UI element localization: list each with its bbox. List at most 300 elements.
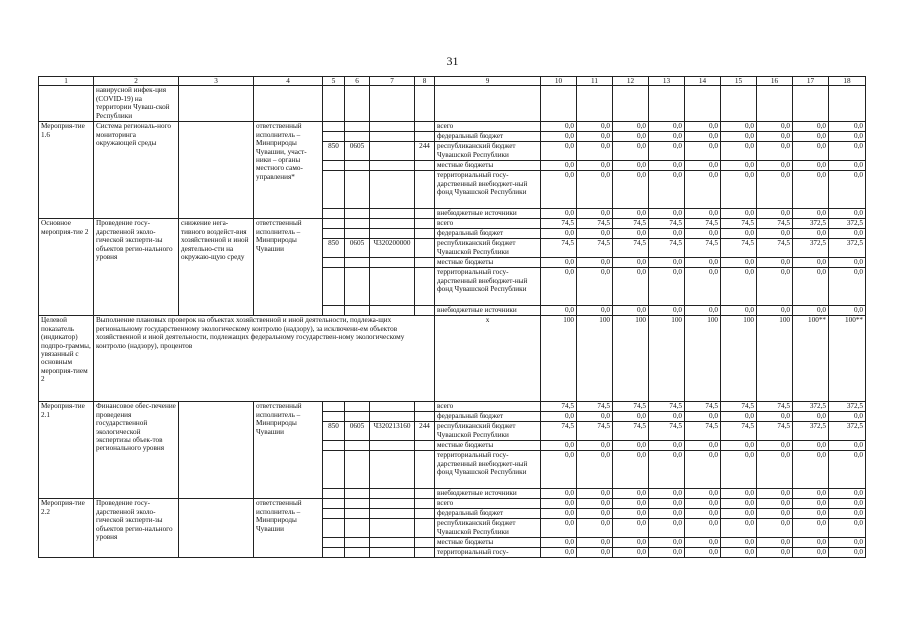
funding-value: 74,5 — [685, 219, 721, 229]
funding-value: 0,0 — [649, 132, 685, 142]
funding-source: территориальный госу-дарственный внебюджет-ный фонд Чувашской Республики — [435, 268, 541, 306]
budget-code-grbs — [323, 219, 345, 229]
budget-code-csr — [370, 229, 415, 239]
funding-value: 0,0 — [649, 499, 685, 509]
budget-code-csr — [370, 268, 415, 306]
funding-value: 0,0 — [829, 258, 866, 268]
funding-value: 0,0 — [721, 306, 757, 316]
budget-code-csr — [370, 412, 415, 422]
funding-value: 74,5 — [757, 422, 793, 441]
indicator-value: 100 — [541, 316, 577, 402]
funding-value: 0,0 — [829, 548, 866, 558]
funding-value: 0,0 — [613, 229, 649, 239]
funding-value: 0,0 — [829, 268, 866, 306]
funding-value: 372,5 — [793, 422, 829, 441]
column-number: 4 — [254, 77, 323, 86]
funding-value: 0,0 — [613, 451, 649, 489]
funding-value: 0,0 — [829, 489, 866, 499]
funding-value: 0,0 — [829, 306, 866, 316]
funding-value: 0,0 — [649, 509, 685, 519]
budget-code-grbs — [323, 538, 345, 548]
funding-value: 0,0 — [649, 489, 685, 499]
budget-code-vr: 244 — [415, 142, 435, 161]
activity-name: Проведение госу-дарственной эколо-гической эксперти-зы объектов регио-нального уровня — [94, 499, 179, 558]
funding-value: 74,5 — [613, 239, 649, 258]
funding-value: 0,0 — [793, 538, 829, 548]
funding-value: 0,0 — [721, 519, 757, 538]
funding-source: внебюджетные источники — [435, 489, 541, 499]
column-number: 5 — [323, 77, 345, 86]
funding-value: 0,0 — [649, 161, 685, 171]
funding-value: 0,0 — [757, 509, 793, 519]
funding-value: 0,0 — [685, 122, 721, 132]
funding-value: 0,0 — [757, 548, 793, 558]
funding-value: 0,0 — [541, 132, 577, 142]
indicator-text: Выполнение плановых проверок на объектах хозяйственной и иной деятельности, подлежа-щих региональному государственному экологическому контролю (надзору), за исключени-ем объектов хозяйственной и иной деятельности, подлежащих федеральному государствен-ному экологическому контролю (надзору), процентов — [94, 316, 435, 402]
funding-value: 0,0 — [541, 538, 577, 548]
funding-value: 0,0 — [721, 509, 757, 519]
funding-value: 0,0 — [541, 519, 577, 538]
funding-value: 0,0 — [829, 122, 866, 132]
funding-value: 0,0 — [613, 268, 649, 306]
funding-value: 0,0 — [757, 142, 793, 161]
funding-source: республиканский бюджет Чувашской Республики — [435, 239, 541, 258]
budget-code-vr — [415, 519, 435, 538]
funding-value: 0,0 — [721, 229, 757, 239]
funding-value: 0,0 — [577, 509, 613, 519]
funding-value: 0,0 — [757, 519, 793, 538]
funding-value: 0,0 — [613, 441, 649, 451]
budget-code-rzpr — [345, 499, 370, 509]
budget-code-grbs — [323, 229, 345, 239]
funding-value: 0,0 — [829, 412, 866, 422]
funding-value: 74,5 — [757, 239, 793, 258]
budget-code-rzpr — [345, 219, 370, 229]
funding-value: 0,0 — [685, 142, 721, 161]
funding-value: 74,5 — [685, 239, 721, 258]
funding-value: 0,0 — [685, 548, 721, 558]
funding-value: 0,0 — [613, 519, 649, 538]
budget-code-vr — [415, 268, 435, 306]
funding-value: 74,5 — [577, 402, 613, 412]
budget-code-grbs — [323, 548, 345, 558]
funding-value: 0,0 — [541, 451, 577, 489]
budget-code-rzpr — [345, 258, 370, 268]
activity-executor: ответственный исполнитель – Минприроды Чувашии — [254, 499, 323, 558]
column-number: 16 — [757, 77, 793, 86]
funding-value: 0,0 — [685, 229, 721, 239]
indicator-value: 100 — [613, 316, 649, 402]
funding-value: 0,0 — [577, 441, 613, 451]
budget-code-csr — [370, 499, 415, 509]
funding-value: 0,0 — [721, 451, 757, 489]
funding-value: 74,5 — [649, 422, 685, 441]
funding-value: 372,5 — [793, 402, 829, 412]
funding-source: всего — [435, 499, 541, 509]
funding-value: 0,0 — [721, 489, 757, 499]
funding-value: 0,0 — [685, 132, 721, 142]
funding-value: 0,0 — [649, 122, 685, 132]
funding-value: 0,0 — [757, 499, 793, 509]
funding-value: 0,0 — [685, 268, 721, 306]
budget-code-csr — [370, 132, 415, 142]
budget-code-vr — [415, 229, 435, 239]
funding-value: 0,0 — [577, 142, 613, 161]
funding-source: федеральный бюджет — [435, 509, 541, 519]
funding-value: 0,0 — [649, 451, 685, 489]
column-number: 9 — [435, 77, 541, 86]
budget-code-rzpr — [345, 489, 370, 499]
budget-code-csr — [370, 538, 415, 548]
activity-goal — [179, 402, 254, 499]
budget-code-rzpr — [345, 412, 370, 422]
funding-value: 0,0 — [721, 171, 757, 209]
funding-value: 0,0 — [829, 509, 866, 519]
budget-code-grbs: 850 — [323, 422, 345, 441]
funding-source: местные бюджеты — [435, 258, 541, 268]
funding-value: 0,0 — [793, 451, 829, 489]
budget-code-csr — [370, 209, 415, 219]
activity-executor: ответственный исполнитель – Минприроды Чувашии — [254, 219, 323, 316]
funding-value: 0,0 — [757, 161, 793, 171]
funding-value: 0,0 — [757, 268, 793, 306]
funding-value: 0,0 — [793, 489, 829, 499]
funding-value: 0,0 — [577, 161, 613, 171]
funding-value: 0,0 — [613, 161, 649, 171]
funding-value: 0,0 — [577, 489, 613, 499]
indicator-value: 100 — [577, 316, 613, 402]
funding-value: 0,0 — [793, 548, 829, 558]
funding-value: 0,0 — [577, 519, 613, 538]
funding-value: 0,0 — [793, 509, 829, 519]
funding-value: 0,0 — [829, 161, 866, 171]
budget-code-vr — [415, 402, 435, 412]
funding-value: 0,0 — [613, 499, 649, 509]
budget-code-grbs — [323, 402, 345, 412]
funding-value: 0,0 — [613, 142, 649, 161]
budget-code-csr — [370, 122, 415, 132]
funding-value: 0,0 — [793, 122, 829, 132]
funding-value: 0,0 — [685, 209, 721, 219]
funding-value: 0,0 — [829, 229, 866, 239]
budget-code-rzpr: 0605 — [345, 142, 370, 161]
funding-value: 0,0 — [577, 412, 613, 422]
funding-value: 372,5 — [829, 402, 866, 412]
budget-code-grbs — [323, 209, 345, 219]
funding-source: федеральный бюджет — [435, 132, 541, 142]
funding-value: 0,0 — [649, 258, 685, 268]
funding-value: 74,5 — [577, 422, 613, 441]
funding-value: 0,0 — [613, 122, 649, 132]
funding-value: 0,0 — [649, 229, 685, 239]
funding-value: 0,0 — [685, 161, 721, 171]
funding-value: 0,0 — [829, 142, 866, 161]
funding-value: 0,0 — [613, 548, 649, 558]
funding-value: 0,0 — [721, 412, 757, 422]
funding-value: 0,0 — [793, 499, 829, 509]
funding-value: 74,5 — [541, 219, 577, 229]
funding-value: 74,5 — [721, 219, 757, 229]
funding-source: федеральный бюджет — [435, 229, 541, 239]
funding-value: 372,5 — [829, 239, 866, 258]
column-number: 1 — [39, 77, 94, 86]
budget-code-grbs — [323, 161, 345, 171]
activity-executor: ответственный исполнитель – Минприроды Чувашии — [254, 402, 323, 499]
budget-code-rzpr — [345, 402, 370, 412]
column-number: 8 — [415, 77, 435, 86]
funding-source: внебюджетные источники — [435, 209, 541, 219]
funding-value: 0,0 — [793, 412, 829, 422]
funding-value: 0,0 — [613, 489, 649, 499]
budget-code-csr — [370, 258, 415, 268]
column-number: 17 — [793, 77, 829, 86]
budget-code-vr — [415, 451, 435, 489]
budget-code-vr — [415, 209, 435, 219]
funding-value: 0,0 — [577, 499, 613, 509]
funding-value: 0,0 — [541, 209, 577, 219]
budget-code-vr — [415, 161, 435, 171]
funding-source: федеральный бюджет — [435, 412, 541, 422]
funding-value: 0,0 — [685, 489, 721, 499]
funding-row — [39, 402, 866, 412]
budget-code-rzpr — [345, 538, 370, 548]
funding-value: 0,0 — [613, 132, 649, 142]
funding-value: 0,0 — [541, 306, 577, 316]
funding-value: 0,0 — [541, 441, 577, 451]
funding-value: 0,0 — [541, 122, 577, 132]
indicator-value: 100 — [649, 316, 685, 402]
budget-code-grbs — [323, 441, 345, 451]
budget-code-grbs — [323, 258, 345, 268]
budget-code-csr — [370, 171, 415, 209]
budget-code-csr — [370, 402, 415, 412]
funding-source: территориальный госу-дарственный внебюджет-ный фонд Чувашской Республики — [435, 171, 541, 209]
funding-value: 0,0 — [577, 209, 613, 219]
funding-value: 0,0 — [649, 171, 685, 209]
budget-code-grbs — [323, 268, 345, 306]
funding-value: 0,0 — [793, 171, 829, 209]
funding-row — [39, 499, 866, 509]
funding-value: 74,5 — [541, 402, 577, 412]
activity-label: Мероприя-тие 2.2 — [39, 499, 94, 558]
funding-value: 0,0 — [541, 142, 577, 161]
funding-value: 0,0 — [613, 209, 649, 219]
activity-goal: снижение нега-тивного воздейст-вия хозяйственной и иной деятельно-сти на окружаю-щую среду — [179, 219, 254, 316]
activity-executor: ответственный исполнитель – Минприроды Чувашии, участ-ники – органы местного само-управления* — [254, 122, 323, 219]
budget-code-grbs: 850 — [323, 239, 345, 258]
budget-code-grbs — [323, 306, 345, 316]
indicator-value: 100 — [721, 316, 757, 402]
indicator-label: Целевой показатель (индикатор) подпро-граммы, увязанный с основным мероприя-тием 2 — [39, 316, 94, 402]
budget-code-csr — [370, 219, 415, 229]
budget-code-grbs — [323, 519, 345, 538]
indicator-value: 100** — [829, 316, 866, 402]
funding-value: 74,5 — [685, 402, 721, 412]
funding-value: 0,0 — [685, 499, 721, 509]
funding-value: 74,5 — [541, 422, 577, 441]
funding-value: 0,0 — [757, 229, 793, 239]
funding-source: территориальный госу- — [435, 548, 541, 558]
column-number: 6 — [345, 77, 370, 86]
budget-code-csr — [370, 451, 415, 489]
funding-value: 0,0 — [613, 258, 649, 268]
funding-value: 74,5 — [613, 402, 649, 412]
budget-code-vr — [415, 132, 435, 142]
column-number: 13 — [649, 77, 685, 86]
column-number: 18 — [829, 77, 866, 86]
funding-value: 0,0 — [541, 509, 577, 519]
funding-source: местные бюджеты — [435, 538, 541, 548]
budget-code-grbs — [323, 122, 345, 132]
column-number: 12 — [613, 77, 649, 86]
funding-value: 0,0 — [757, 451, 793, 489]
funding-value: 74,5 — [577, 219, 613, 229]
funding-value: 74,5 — [541, 239, 577, 258]
funding-value: 74,5 — [577, 239, 613, 258]
funding-value: 0,0 — [649, 441, 685, 451]
activity-label: Основное мероприя-тие 2 — [39, 219, 94, 316]
funding-value: 0,0 — [613, 306, 649, 316]
column-number: 14 — [685, 77, 721, 86]
funding-value: 0,0 — [757, 171, 793, 209]
column-number: 10 — [541, 77, 577, 86]
column-number-row — [39, 77, 866, 86]
budget-code-csr — [370, 441, 415, 451]
budget-code-rzpr — [345, 451, 370, 489]
funding-value: 0,0 — [685, 509, 721, 519]
funding-value: 0,0 — [541, 229, 577, 239]
funding-value: 0,0 — [577, 171, 613, 209]
budget-code-rzpr — [345, 132, 370, 142]
funding-value: 74,5 — [649, 239, 685, 258]
funding-value: 0,0 — [793, 441, 829, 451]
funding-value: 0,0 — [793, 142, 829, 161]
funding-value: 0,0 — [541, 161, 577, 171]
budget-code-csr — [370, 489, 415, 499]
funding-value: 74,5 — [757, 402, 793, 412]
funding-value: 0,0 — [613, 171, 649, 209]
funding-value: 0,0 — [613, 538, 649, 548]
funding-row — [39, 219, 866, 229]
funding-value: 0,0 — [829, 451, 866, 489]
funding-source: всего — [435, 219, 541, 229]
funding-value: 74,5 — [613, 219, 649, 229]
budget-code-rzpr — [345, 161, 370, 171]
budget-code-rzpr — [345, 548, 370, 558]
budget-code-csr — [370, 548, 415, 558]
funding-value: 0,0 — [649, 142, 685, 161]
budget-code-rzpr — [345, 519, 370, 538]
budget-code-grbs — [323, 132, 345, 142]
funding-value: 0,0 — [613, 412, 649, 422]
funding-source: территориальный госу-дарственный внебюджет-ный фонд Чувашской Республики — [435, 451, 541, 489]
funding-value: 0,0 — [757, 538, 793, 548]
funding-value: 0,0 — [829, 538, 866, 548]
funding-source: республиканский бюджет Чувашской Республики — [435, 142, 541, 161]
funding-source: местные бюджеты — [435, 161, 541, 171]
funding-value: 0,0 — [685, 412, 721, 422]
funding-value: 0,0 — [649, 209, 685, 219]
funding-value: 0,0 — [757, 209, 793, 219]
funding-value: 0,0 — [577, 548, 613, 558]
funding-value: 0,0 — [649, 306, 685, 316]
column-number: 3 — [179, 77, 254, 86]
funding-value: 0,0 — [685, 258, 721, 268]
activity-name: Проведение госу-дарственной эколо-гической эксперти-зы объектов регио-нального уровня — [94, 219, 179, 316]
funding-value: 372,5 — [829, 219, 866, 229]
funding-value: 0,0 — [793, 258, 829, 268]
funding-value: 0,0 — [793, 268, 829, 306]
funding-source: республиканский бюджет Чувашской Республики — [435, 519, 541, 538]
budget-code-vr — [415, 538, 435, 548]
funding-value: 0,0 — [577, 132, 613, 142]
funding-value: 0,0 — [577, 268, 613, 306]
funding-value: 0,0 — [757, 441, 793, 451]
indicator-marker: x — [435, 316, 541, 402]
budget-code-rzpr — [345, 268, 370, 306]
funding-value: 0,0 — [793, 519, 829, 538]
funding-value: 0,0 — [793, 306, 829, 316]
funding-value: 0,0 — [577, 306, 613, 316]
budget-code-vr — [415, 499, 435, 509]
funding-value: 0,0 — [793, 209, 829, 219]
activity-name: Система региональ-ного мониторинга окружающей среды — [94, 122, 179, 219]
funding-value: 0,0 — [613, 509, 649, 519]
budget-code-grbs — [323, 171, 345, 209]
funding-value: 0,0 — [721, 132, 757, 142]
budget-code-csr — [370, 509, 415, 519]
budget-code-vr — [415, 412, 435, 422]
funding-value: 74,5 — [649, 402, 685, 412]
budget-code-grbs — [323, 499, 345, 509]
funding-value: 0,0 — [541, 489, 577, 499]
funding-value: 74,5 — [721, 402, 757, 412]
budget-code-csr — [370, 142, 415, 161]
indicator-value: 100 — [757, 316, 793, 402]
funding-value: 0,0 — [685, 538, 721, 548]
funding-value: 0,0 — [649, 548, 685, 558]
funding-value: 0,0 — [793, 132, 829, 142]
activity-name: навирусной инфек-ция (COVID-19) на территории Чуваш-ской Республики — [94, 86, 179, 122]
column-number: 2 — [94, 77, 179, 86]
funding-value: 0,0 — [829, 171, 866, 209]
funding-value: 0,0 — [721, 258, 757, 268]
continuation-row — [39, 86, 866, 122]
funding-value: 0,0 — [649, 538, 685, 548]
funding-value: 0,0 — [829, 519, 866, 538]
funding-source: всего — [435, 402, 541, 412]
funding-value: 74,5 — [685, 422, 721, 441]
budget-code-vr — [415, 122, 435, 132]
budget-code-csr: Ч320213160 — [370, 422, 415, 441]
budget-code-vr: 244 — [415, 422, 435, 441]
funding-value: 0,0 — [757, 122, 793, 132]
budget-code-vr — [415, 219, 435, 229]
budget-code-vr — [415, 171, 435, 209]
funding-value: 0,0 — [721, 499, 757, 509]
budget-code-rzpr — [345, 441, 370, 451]
funding-value: 0,0 — [721, 161, 757, 171]
activity-goal — [179, 122, 254, 219]
budget-code-rzpr — [345, 306, 370, 316]
funding-value: 0,0 — [721, 142, 757, 161]
budget-code-vr — [415, 548, 435, 558]
funding-value: 74,5 — [721, 239, 757, 258]
budget-code-vr — [415, 239, 435, 258]
funding-value: 0,0 — [685, 171, 721, 209]
budget-code-vr — [415, 258, 435, 268]
column-number: 7 — [370, 77, 415, 86]
